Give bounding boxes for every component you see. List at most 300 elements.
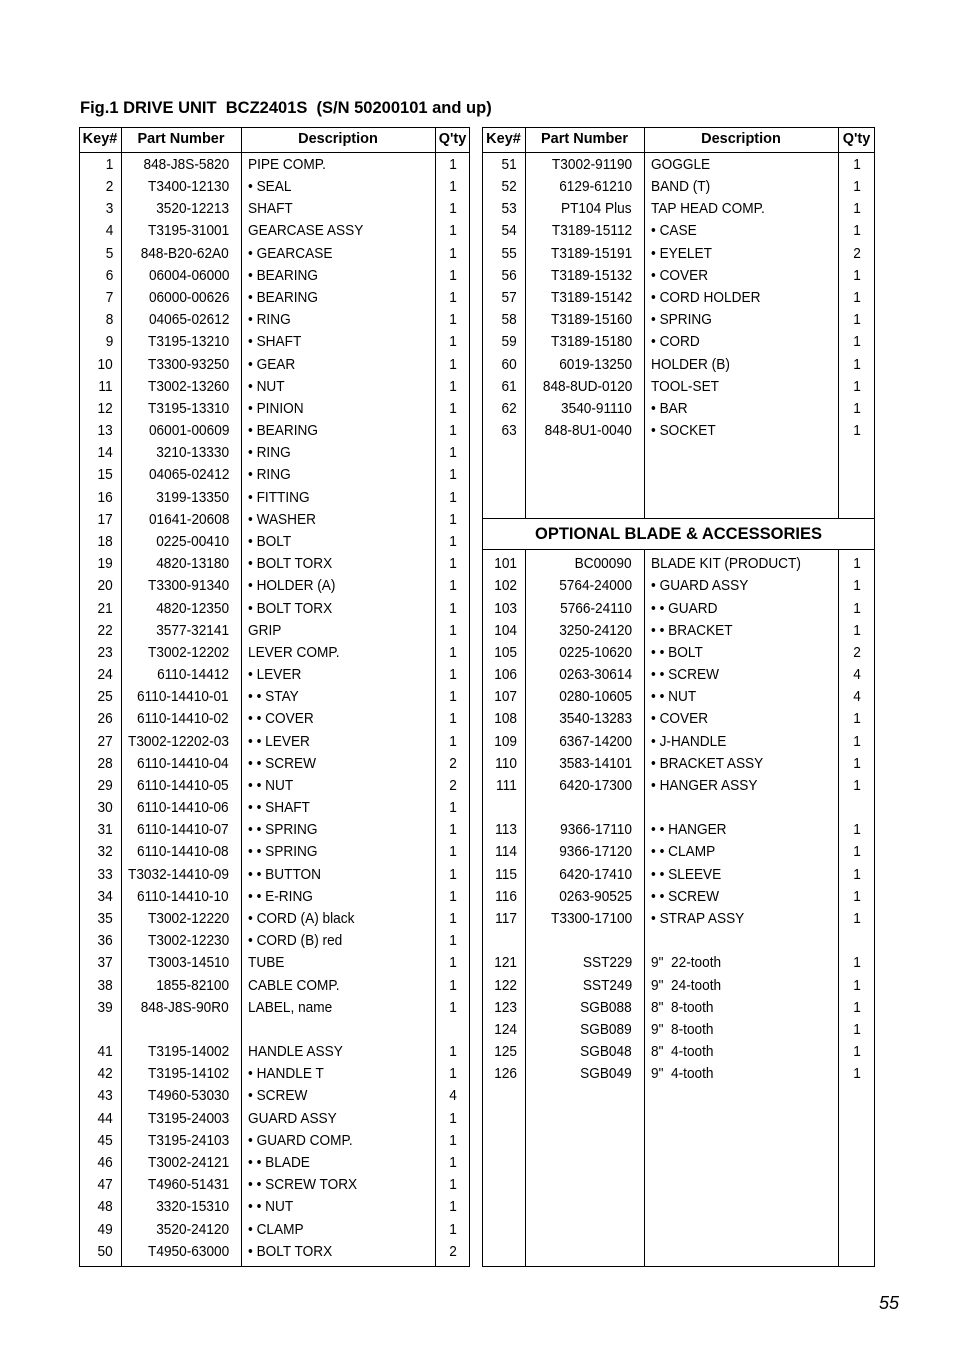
qty-cell: 1 xyxy=(852,710,861,728)
key-cell: 106 xyxy=(494,666,517,684)
part-number-cell: 6019-13250 xyxy=(559,355,632,373)
description-cell: • HOLDER (A) xyxy=(248,577,336,595)
qty-cell: 1 xyxy=(448,1154,457,1171)
key-cell: 41 xyxy=(97,1043,113,1061)
key-cell: 27 xyxy=(97,732,113,750)
table-row xyxy=(482,864,875,886)
key-cell: 104 xyxy=(494,621,517,639)
description-cell: • • GUARD xyxy=(651,599,718,617)
table-row xyxy=(79,509,470,531)
key-cell: 121 xyxy=(494,954,517,972)
parts-table-right xyxy=(482,127,875,1267)
description-cell: • • COVER xyxy=(248,710,314,728)
key-cell: 45 xyxy=(97,1131,113,1149)
description-cell: • • CLAMP xyxy=(651,843,716,861)
description-cell: • • BUTTON xyxy=(248,865,322,883)
key-cell: 18 xyxy=(97,532,113,550)
description-cell: • HANDLE T xyxy=(248,1065,324,1083)
qty-cell: 1 xyxy=(448,377,457,395)
table-row xyxy=(79,1196,470,1218)
table-row xyxy=(482,664,875,686)
part-number-cell: T3400-12130 xyxy=(147,178,229,196)
qty-cell: 1 xyxy=(852,178,861,196)
qty-cell: 1 xyxy=(852,1065,861,1083)
qty-cell: 1 xyxy=(852,200,861,218)
key-cell: 126 xyxy=(494,1065,517,1083)
key-cell: 25 xyxy=(97,688,113,706)
table-row xyxy=(482,398,875,420)
description-cell: • J-HANDLE xyxy=(651,732,727,750)
description-cell: • • BOLT xyxy=(651,643,703,661)
key-cell: 54 xyxy=(501,222,517,240)
description-cell: • WASHER xyxy=(248,510,316,528)
description-cell: • CASE xyxy=(651,222,697,240)
table-row xyxy=(482,331,875,353)
part-number-cell: T3002-91190 xyxy=(551,155,632,173)
qty-cell: 1 xyxy=(448,910,457,928)
table-row xyxy=(482,708,875,730)
key-cell: 62 xyxy=(501,399,517,417)
key-cell: 58 xyxy=(501,311,517,329)
key-cell: 110 xyxy=(495,754,517,772)
description-cell: • • SPRING xyxy=(248,843,318,861)
key-cell: 37 xyxy=(97,954,113,972)
table-row xyxy=(79,265,470,287)
part-number-cell: SST249 xyxy=(582,976,632,994)
description-cell: TUBE xyxy=(248,954,285,972)
qty-cell: 1 xyxy=(448,488,457,506)
qty-cell: 1 xyxy=(852,1020,861,1038)
table-row xyxy=(482,243,875,265)
table-body xyxy=(79,127,470,1267)
key-cell: 56 xyxy=(501,266,517,284)
description-cell: 8" 8-tooth xyxy=(651,998,714,1016)
key-cell: 11 xyxy=(98,377,113,395)
table-row xyxy=(79,1041,470,1063)
part-number-cell: 4820-12350 xyxy=(156,599,229,617)
part-number-cell: T3300-91340 xyxy=(147,577,229,595)
description-cell: 9" 4-tooth xyxy=(651,1065,714,1083)
key-cell: 24 xyxy=(97,666,113,684)
key-cell: 114 xyxy=(495,843,517,861)
description-cell: • • SCREW xyxy=(651,887,719,905)
qty-cell: 2 xyxy=(852,643,861,661)
part-number-cell: SST229 xyxy=(582,954,632,972)
description-cell: • STRAP ASSY xyxy=(651,910,745,928)
description-cell: • CORD HOLDER xyxy=(651,288,761,306)
part-number-cell: PT104 Plus xyxy=(561,200,632,218)
key-cell: 123 xyxy=(494,998,517,1016)
table-row xyxy=(482,997,875,1019)
table-row xyxy=(79,376,470,398)
part-number-cell: T3002-13260 xyxy=(147,377,229,395)
description-cell: • • BRACKET xyxy=(651,621,733,639)
part-number-cell: 6110-14410-07 xyxy=(137,821,229,839)
part-number-cell: 01641-20608 xyxy=(148,510,229,528)
key-cell: 6 xyxy=(105,266,113,284)
qty-cell: 1 xyxy=(448,1065,457,1083)
key-cell: 42 xyxy=(97,1065,113,1083)
table-row xyxy=(482,886,875,908)
description-cell: • • BLADE xyxy=(248,1154,310,1171)
part-number-cell: T3032-14410-09 xyxy=(128,865,229,883)
figure-title: Fig.1 DRIVE UNIT BCZ2401S (S/N 50200101 and up) xyxy=(80,99,492,117)
qty-cell: 1 xyxy=(852,577,861,595)
qty-cell: 1 xyxy=(448,577,457,595)
qty-cell: 1 xyxy=(448,422,457,440)
key-cell: 31 xyxy=(97,821,113,839)
table-row xyxy=(482,908,875,930)
part-number-cell: 6110-14410-05 xyxy=(137,776,229,794)
key-cell: 7 xyxy=(105,288,113,306)
description-cell: • • SCREW TORX xyxy=(248,1176,358,1194)
description-cell: • CORD (B) red xyxy=(248,932,343,950)
qty-cell: 1 xyxy=(852,843,861,861)
description-cell: GOGGLE xyxy=(651,155,711,173)
part-number-cell: T3195-24103 xyxy=(147,1131,229,1149)
qty-cell: 1 xyxy=(852,621,861,639)
table-row xyxy=(482,975,875,997)
part-number-cell: 3577-32141 xyxy=(156,621,229,639)
table-row xyxy=(79,309,470,331)
part-number-cell: T3002-24121 xyxy=(147,1154,229,1171)
part-number-cell: BC00090 xyxy=(575,555,632,573)
key-cell: 36 xyxy=(97,932,113,950)
table-row xyxy=(482,620,875,642)
qty-cell: 1 xyxy=(852,422,861,440)
qty-cell: 2 xyxy=(448,754,457,772)
qty-cell: 1 xyxy=(448,532,457,550)
qty-cell: 1 xyxy=(448,843,457,861)
description-cell: • • NUT xyxy=(651,688,697,706)
qty-cell: 1 xyxy=(448,266,457,284)
key-cell: 20 xyxy=(97,577,113,595)
qty-cell: 1 xyxy=(852,732,861,750)
part-number-cell: 4820-13180 xyxy=(156,555,229,573)
key-cell: 105 xyxy=(494,643,517,661)
description-cell: • SCREW xyxy=(248,1087,308,1105)
table-row xyxy=(79,930,470,952)
key-cell: 17 xyxy=(97,510,113,528)
header-qty: Q'ty xyxy=(438,131,467,147)
part-number-cell: 3199-13350 xyxy=(156,488,229,506)
table-row xyxy=(79,620,470,642)
key-cell: 53 xyxy=(501,200,517,218)
table-row xyxy=(482,731,875,753)
part-number-cell: 0225-00410 xyxy=(156,532,229,550)
qty-cell: 1 xyxy=(448,865,457,883)
part-number-cell: 3250-24120 xyxy=(559,621,632,639)
key-cell: 3 xyxy=(105,200,113,218)
part-number-cell: 3540-91110 xyxy=(561,399,632,417)
qty-cell: 1 xyxy=(448,643,457,661)
part-number-cell: 3540-13283 xyxy=(559,710,632,728)
key-cell: 5 xyxy=(105,244,113,262)
key-cell: 46 xyxy=(97,1154,113,1171)
table-row xyxy=(79,775,470,797)
description-cell: • • E-RING xyxy=(248,887,313,905)
qty-cell: 1 xyxy=(448,288,457,306)
description-cell: • RING xyxy=(248,444,291,462)
description-cell: • SOCKET xyxy=(651,422,716,440)
key-cell: 125 xyxy=(494,1043,517,1061)
header-part-number: Part Number xyxy=(137,131,225,147)
qty-cell: 1 xyxy=(448,976,457,994)
part-number-cell: 0263-30614 xyxy=(559,666,632,684)
part-number-cell: 6110-14410-06 xyxy=(137,799,229,817)
qty-cell: 4 xyxy=(852,666,861,684)
table-row xyxy=(482,952,875,974)
key-cell: 102 xyxy=(494,577,517,595)
qty-cell: 1 xyxy=(852,288,861,306)
table-row xyxy=(79,487,470,509)
part-number-cell: T3195-31001 xyxy=(147,222,229,240)
qty-cell: 1 xyxy=(448,1198,457,1216)
key-cell: 103 xyxy=(494,599,517,617)
qty-cell: 1 xyxy=(448,688,457,706)
qty-cell: 1 xyxy=(448,155,457,173)
part-number-cell: 848-J8S-90R0 xyxy=(140,998,229,1016)
key-cell: 33 xyxy=(97,865,113,883)
description-cell: • • HANGER xyxy=(651,821,727,839)
part-number-cell: SGB048 xyxy=(580,1043,632,1061)
key-cell: 23 xyxy=(97,643,113,661)
part-number-cell: 5766-24110 xyxy=(560,599,632,617)
description-cell: BAND (T) xyxy=(651,178,711,196)
part-number-cell: T3195-24003 xyxy=(147,1109,229,1127)
key-cell: 50 xyxy=(97,1242,113,1260)
table-row xyxy=(79,354,470,376)
description-cell: • NUT xyxy=(248,377,285,395)
description-cell: • RING xyxy=(248,466,291,484)
qty-cell: 1 xyxy=(852,776,861,794)
key-cell: 15 xyxy=(97,466,113,484)
description-cell: • BEARING xyxy=(248,422,319,440)
description-cell: • COVER xyxy=(651,266,709,284)
part-number-cell: T4960-51431 xyxy=(147,1176,229,1194)
table-row xyxy=(482,775,875,797)
header-description: Description xyxy=(701,131,781,147)
part-number-cell: T3002-12230 xyxy=(147,932,229,950)
description-cell: • GUARD ASSY xyxy=(651,577,749,595)
table-row xyxy=(482,154,875,176)
table-row xyxy=(79,154,470,176)
part-number-cell: T3002-12202-03 xyxy=(128,732,229,750)
table-row xyxy=(79,952,470,974)
table-row xyxy=(79,1241,470,1263)
part-number-cell: 5764-24000 xyxy=(559,577,632,595)
description-cell: CABLE COMP. xyxy=(248,976,340,994)
description-cell: • PINION xyxy=(248,399,304,417)
qty-cell: 1 xyxy=(852,976,861,994)
description-cell: TOOL-SET xyxy=(651,377,720,395)
description-cell: • GUARD COMP. xyxy=(248,1131,353,1149)
part-number-cell: SGB049 xyxy=(580,1065,632,1083)
qty-cell: 1 xyxy=(448,355,457,373)
qty-cell: 1 xyxy=(448,444,457,462)
key-cell: 57 xyxy=(501,288,517,306)
description-cell: • SHAFT xyxy=(248,333,302,351)
key-cell: 19 xyxy=(97,555,113,573)
qty-cell: 1 xyxy=(448,799,457,817)
qty-cell: 1 xyxy=(448,1109,457,1127)
table-row xyxy=(482,287,875,309)
part-number-cell: 06000-00626 xyxy=(148,288,229,306)
header-part-number: Part Number xyxy=(540,131,629,147)
description-cell: • BEARING xyxy=(248,288,319,306)
header-qty: Q'ty xyxy=(842,131,871,147)
description-cell: GRIP xyxy=(248,621,282,639)
part-number-cell: T3300-93250 xyxy=(147,355,229,373)
table-row xyxy=(482,553,875,575)
part-number-cell: 6110-14410-01 xyxy=(137,688,229,706)
key-cell: 22 xyxy=(97,621,113,639)
qty-cell: 1 xyxy=(448,244,457,262)
qty-cell: 1 xyxy=(852,954,861,972)
description-cell: • BOLT xyxy=(248,532,292,550)
key-cell: 44 xyxy=(97,1109,113,1127)
optional-section-title: OPTIONAL BLADE & ACCESSORIES xyxy=(535,525,822,543)
key-cell: 55 xyxy=(501,244,517,262)
table-row xyxy=(79,642,470,664)
part-number-cell: 3520-12213 xyxy=(156,200,229,218)
description-cell: • SPRING xyxy=(651,311,712,329)
part-number-cell: 6110-14410-04 xyxy=(137,754,229,772)
part-number-cell: 6367-14200 xyxy=(559,732,632,750)
description-cell: • COVER xyxy=(651,710,709,728)
table-row xyxy=(79,753,470,775)
description-cell: • • LEVER xyxy=(248,732,310,750)
description-cell: PIPE COMP. xyxy=(248,155,326,173)
part-number-cell: 3583-14101 xyxy=(559,754,632,772)
part-number-cell: 3210-13330 xyxy=(156,444,229,462)
part-number-cell: T3002-12202 xyxy=(147,643,229,661)
key-cell: 107 xyxy=(494,688,517,706)
qty-cell: 1 xyxy=(448,311,457,329)
description-cell: HOLDER (B) xyxy=(651,355,730,373)
page-number: 55 xyxy=(879,1293,900,1313)
key-cell: 108 xyxy=(494,710,517,728)
description-cell: • • STAY xyxy=(248,688,299,706)
table-row xyxy=(79,1130,470,1152)
key-cell: 9 xyxy=(105,333,113,351)
description-cell: • RING xyxy=(248,311,291,329)
description-cell: LABEL, name xyxy=(248,998,333,1016)
table-row xyxy=(482,841,875,863)
key-cell: 10 xyxy=(97,355,113,373)
part-number-cell: 6110-14412 xyxy=(157,666,229,684)
key-cell: 26 xyxy=(97,710,113,728)
table-row xyxy=(79,398,470,420)
description-cell: 9" 22-tooth xyxy=(651,954,722,972)
part-number-cell: SGB089 xyxy=(580,1020,632,1038)
description-cell: • CLAMP xyxy=(248,1220,304,1238)
key-cell: 38 xyxy=(97,976,113,994)
description-cell: SHAFT xyxy=(248,200,293,218)
key-cell: 14 xyxy=(97,444,113,462)
key-cell: 59 xyxy=(501,333,517,351)
table-row xyxy=(79,553,470,575)
part-number-cell: T3300-17100 xyxy=(550,910,632,928)
table-row xyxy=(482,220,875,242)
qty-cell: 1 xyxy=(448,555,457,573)
qty-cell: 1 xyxy=(448,222,457,240)
qty-cell: 1 xyxy=(852,377,861,395)
part-number-cell: T3189-15132 xyxy=(550,266,632,284)
part-number-cell: 848-J8S-5820 xyxy=(143,155,229,173)
table-row xyxy=(79,797,470,819)
qty-cell: 1 xyxy=(448,932,457,950)
qty-cell: 1 xyxy=(448,666,457,684)
table-row xyxy=(482,354,875,376)
table-row xyxy=(79,686,470,708)
key-cell: 35 xyxy=(97,910,113,928)
table-row xyxy=(79,908,470,930)
table-row xyxy=(79,442,470,464)
table-row xyxy=(482,420,875,442)
description-cell: GEARCASE ASSY xyxy=(248,222,364,240)
part-number-cell: 6420-17300 xyxy=(559,776,632,794)
table-row xyxy=(482,1063,875,1085)
description-cell: HANDLE ASSY xyxy=(248,1043,343,1061)
qty-cell: 1 xyxy=(852,865,861,883)
table-row xyxy=(79,1108,470,1130)
part-number-cell: T3002-12220 xyxy=(147,910,229,928)
part-number-cell: T3195-14102 xyxy=(147,1065,229,1083)
table-body xyxy=(482,127,875,1267)
header-key: Key# xyxy=(82,131,118,147)
qty-cell: 1 xyxy=(852,222,861,240)
qty-cell: 1 xyxy=(448,887,457,905)
qty-cell: 1 xyxy=(448,1043,457,1061)
description-cell: • • SCREW xyxy=(248,754,316,772)
description-cell: • • SHAFT xyxy=(248,799,310,817)
qty-cell: 1 xyxy=(852,399,861,417)
key-cell: 29 xyxy=(97,776,113,794)
qty-cell: 1 xyxy=(852,821,861,839)
part-number-cell: 04065-02412 xyxy=(148,466,229,484)
qty-cell: 1 xyxy=(852,887,861,905)
qty-cell: 1 xyxy=(448,954,457,972)
table-row xyxy=(79,664,470,686)
table-row xyxy=(79,886,470,908)
description-cell: • HANGER ASSY xyxy=(651,776,758,794)
table-row xyxy=(79,1152,470,1174)
table-row xyxy=(79,331,470,353)
table-row xyxy=(482,309,875,331)
description-cell: 9" 24-tooth xyxy=(651,976,722,994)
part-number-cell: 848-B20-62A0 xyxy=(140,244,229,262)
table-row xyxy=(79,598,470,620)
table-row xyxy=(482,575,875,597)
qty-cell: 1 xyxy=(852,311,861,329)
table-row xyxy=(79,531,470,553)
part-number-cell: 9366-17120 xyxy=(559,843,632,861)
table-row xyxy=(79,1219,470,1241)
description-cell: TAP HEAD COMP. xyxy=(651,200,765,218)
key-cell: 30 xyxy=(97,799,113,817)
key-cell: 48 xyxy=(97,1198,113,1216)
qty-cell: 1 xyxy=(448,333,457,351)
part-number-cell: 9366-17110 xyxy=(560,821,632,839)
part-number-cell: 6110-14410-02 xyxy=(137,710,229,728)
part-number-cell: T3195-13210 xyxy=(147,333,229,351)
qty-cell: 1 xyxy=(448,1131,457,1149)
key-cell: 2 xyxy=(105,178,113,196)
parts-table-left xyxy=(79,127,470,1267)
part-number-cell: T4960-53030 xyxy=(147,1087,229,1105)
qty-cell: 1 xyxy=(852,998,861,1016)
